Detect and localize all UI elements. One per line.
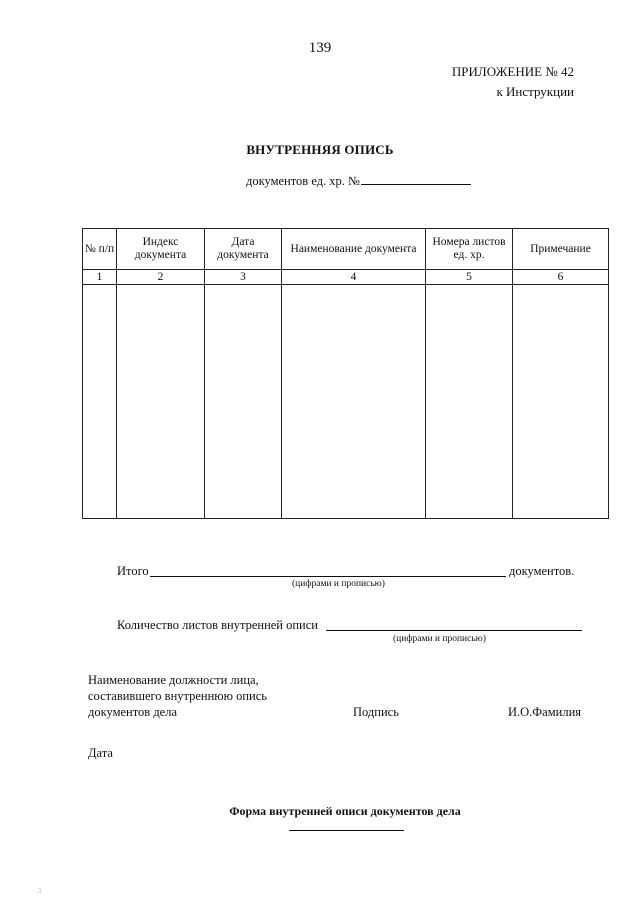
position-label-line: Наименование должности лица,: [88, 673, 259, 687]
name-label: И.О.Фамилия: [508, 705, 582, 719]
position-label-line: документов дела: [88, 705, 178, 719]
column-header: Дата документа: [205, 229, 282, 270]
appendix-sublabel: к Инструкции: [496, 84, 574, 99]
form-subtitle: [246, 172, 471, 189]
column-header: Наименование документа: [282, 229, 426, 270]
table-cell[interactable]: [205, 285, 282, 519]
appendix-label: ПРИЛОЖЕНИЕ № 42: [451, 64, 574, 79]
sheet-count-blank[interactable]: [326, 630, 582, 631]
sheet-count-label: Количество листов внутренней описи: [117, 618, 318, 632]
table-cell[interactable]: [426, 285, 513, 519]
table-body-row: [83, 285, 609, 519]
column-header: Примечание: [513, 229, 609, 270]
page-number: 139: [308, 40, 332, 56]
column-header: Номера листов ед. хр.: [426, 229, 513, 270]
form-title: ВНУТРЕННЯЯ ОПИСЬ: [246, 142, 394, 157]
form-caption: Форма внутренней описи документов дела: [229, 804, 461, 818]
total-suffix: документов.: [509, 564, 575, 578]
unit-number-blank: [361, 172, 471, 185]
scan-mark: .1: [36, 886, 42, 895]
total-label: Итого: [117, 564, 149, 578]
column-number: 4: [282, 270, 426, 285]
table-cell[interactable]: [83, 285, 117, 519]
column-number: 6: [513, 270, 609, 285]
signature-label: Подпись: [353, 705, 399, 719]
total-hint: (цифрами и прописью): [292, 579, 385, 589]
position-label-line: составившего внутреннюю опись: [88, 689, 267, 703]
column-header: Индекс документа: [117, 229, 205, 270]
table-header-row: [83, 229, 609, 270]
form-subtitle-text: документов ед. хр. №: [246, 174, 360, 188]
table-cell[interactable]: [282, 285, 426, 519]
column-number: 1: [83, 270, 117, 285]
column-number: 3: [205, 270, 282, 285]
column-number-row: [83, 270, 609, 285]
table-cell[interactable]: [513, 285, 609, 519]
column-header: № п/п: [83, 229, 117, 270]
table-cell[interactable]: [117, 285, 205, 519]
date-label: Дата: [88, 746, 113, 760]
column-number: 5: [426, 270, 513, 285]
total-blank[interactable]: [150, 576, 506, 577]
caption-rule: [289, 830, 404, 831]
inventory-table: [82, 228, 609, 519]
column-number: 2: [117, 270, 205, 285]
sheet-count-hint: (цифрами и прописью): [393, 634, 486, 644]
